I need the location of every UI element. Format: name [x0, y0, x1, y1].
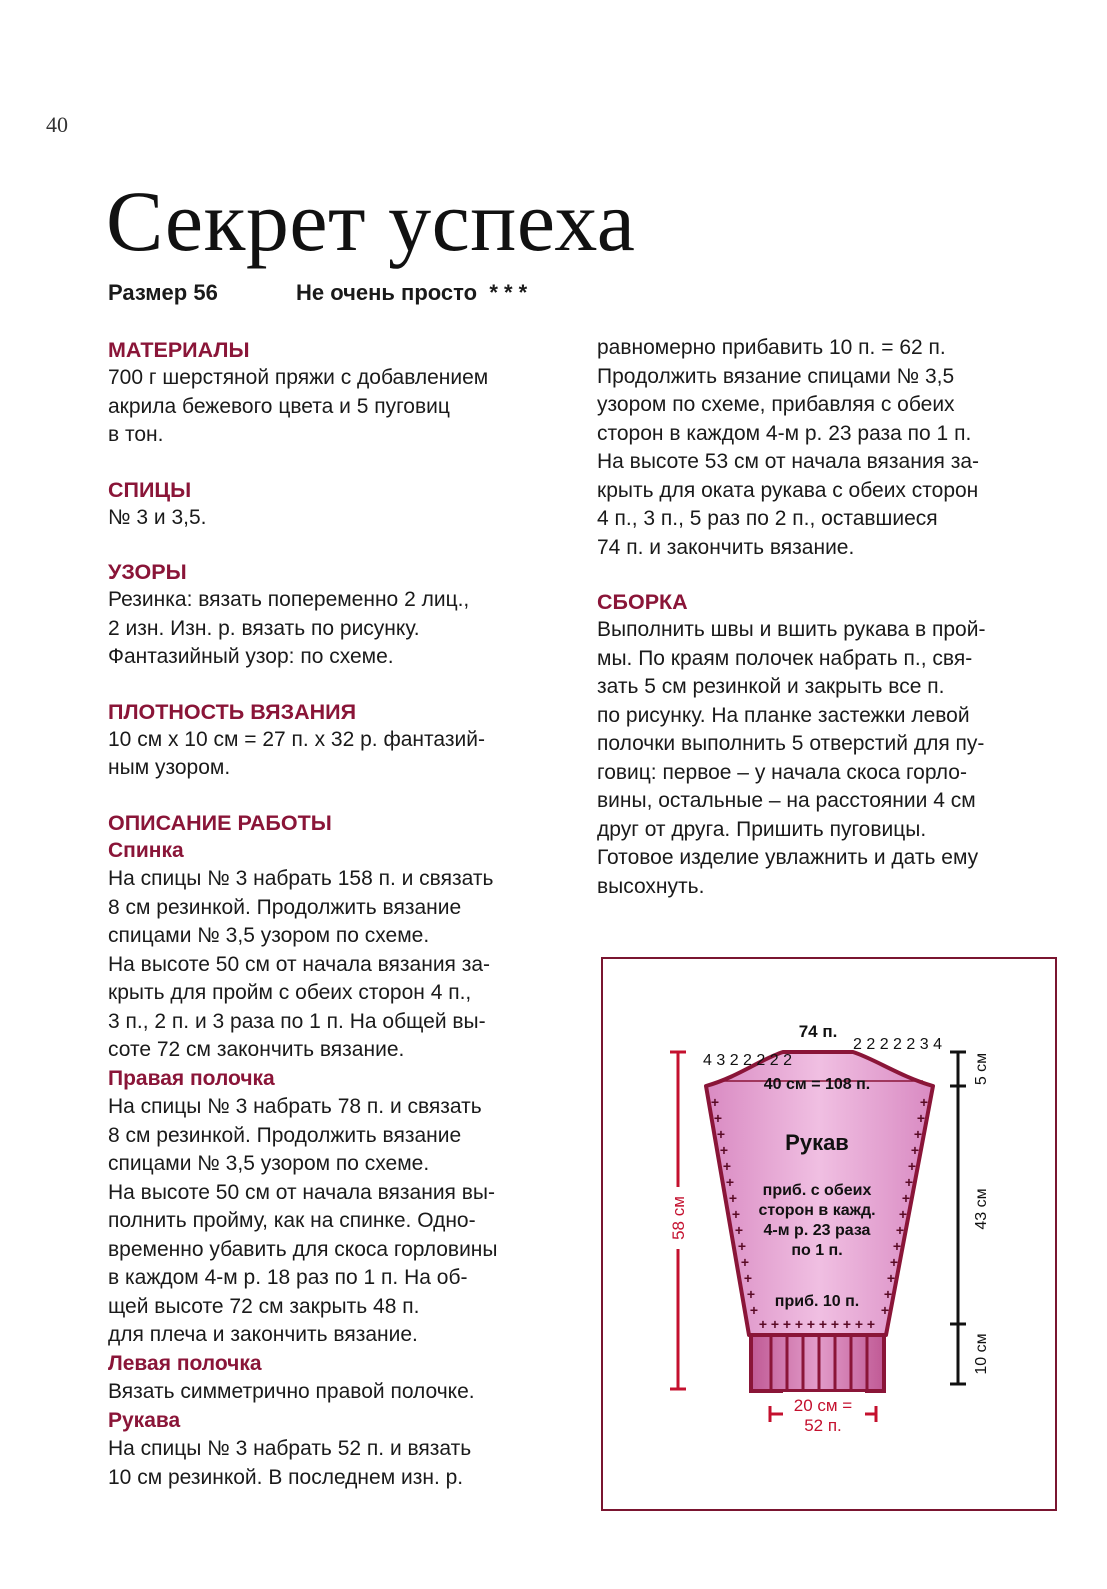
svg-text:+: + [710, 1094, 720, 1110]
text-line: по рисунку. На планке застежки левой [597, 703, 970, 727]
svg-text:+: + [734, 1222, 744, 1238]
text-line: крыть для пройм с обеих сторон 4 п., [108, 981, 472, 1004]
svg-text:+: + [904, 1174, 914, 1190]
text-line: крыть для оката рукава с обеих сторон [597, 478, 979, 502]
text-line: На спицы № 3 набрать 78 п. и связать [108, 1095, 482, 1118]
cap-top-stitches: 74 п. [798, 1022, 838, 1041]
sleeve-diagram [603, 959, 1055, 1509]
text-line: Продолжить вязание спицами № 3,5 [597, 364, 955, 388]
text-line: полочки выполнить 5 отверстий для пу- [597, 732, 985, 755]
text-line: в каждом 4-м р. 18 раз по 1 п. На об- [108, 1266, 468, 1289]
svg-text:+: + [913, 1126, 923, 1142]
text-line: 74 п. и закончить вязание. [597, 535, 855, 559]
svg-text:+: + [743, 1270, 753, 1286]
text-line: № 3 и 3,5. [108, 505, 207, 529]
text-line: говиц: первое – у начала скоса горло- [597, 760, 967, 784]
svg-text:+: + [794, 1316, 804, 1332]
svg-text:+: + [713, 1110, 723, 1126]
svg-text:+: + [818, 1316, 828, 1332]
sleeve-diagram-frame [601, 957, 1057, 1511]
text-line: временно убавить для скоса горловины [108, 1237, 498, 1261]
text-line: Выполнить швы и вшить рукава в прой- [597, 618, 986, 641]
cap-height-label: 5 см [973, 1052, 990, 1086]
assembly-heading: СБОРКА [597, 590, 688, 614]
text-line: для плеча и закончить вязание. [108, 1323, 418, 1346]
svg-text:+: + [907, 1158, 917, 1174]
text-line: 3 п., 2 п. и 3 раза по 1 п. На общей вы- [108, 1009, 486, 1033]
text-line: акрила бежевого цвета и 5 пуговиц [108, 394, 450, 418]
text-line: На спицы № 3 набрать 52 п. и вязать [108, 1437, 472, 1460]
right-height-dimensions [950, 1052, 966, 1384]
needles-heading: СПИЦЫ [108, 477, 192, 502]
svg-text:+: + [842, 1316, 852, 1332]
text-line: 700 г шерстяной пряжи с добавлением [108, 366, 489, 389]
patterns-heading: УЗОРЫ [108, 560, 187, 584]
text-line: полнить пройму, как на спинке. Одно- [108, 1209, 476, 1232]
svg-text:+: + [892, 1238, 902, 1254]
text-line: 8 см резинкой. Продолжить вязание [108, 895, 462, 919]
text-line: равномерно прибавить 10 п. = 62 п. [597, 336, 946, 359]
svg-text:+: + [740, 1254, 750, 1270]
left-column [108, 336, 568, 1492]
increase-text-line: 4-м р. 23 раза [763, 1222, 871, 1239]
left-front-subheading: Левая полочка [108, 1351, 262, 1375]
svg-text:+: + [919, 1094, 929, 1110]
piece-name: Рукав [785, 1130, 849, 1155]
svg-text:+: + [782, 1316, 792, 1332]
svg-text:+: + [880, 1302, 890, 1318]
text-line: в тон. [108, 423, 164, 446]
svg-text:+: + [910, 1142, 920, 1158]
gauge-heading: ПЛОТНОСТЬ ВЯЗАНИЯ [108, 699, 357, 724]
text-line: На высоте 50 см от начала вязания за- [108, 952, 491, 976]
text-line: Фантазийный узор: по схеме. [108, 645, 394, 668]
svg-text:+: + [889, 1254, 899, 1270]
svg-text:+: + [916, 1110, 926, 1126]
cuff-width-label-1: 20 см = [793, 1396, 853, 1415]
svg-text:+: + [749, 1302, 759, 1318]
text-line: 8 см резинкой. Продолжить вязание [108, 1123, 462, 1147]
svg-text:+: + [719, 1142, 729, 1158]
materials-heading: МАТЕРИАЛЫ [108, 338, 250, 362]
svg-text:+: + [883, 1286, 893, 1302]
text-line: сторон в каждом 4-м р. 23 раза по 1 п. [597, 421, 972, 445]
svg-text:+: + [898, 1206, 908, 1222]
svg-text:+: + [716, 1126, 726, 1142]
svg-text:+: + [725, 1174, 735, 1190]
svg-text:+: + [770, 1316, 780, 1332]
svg-text:+: + [746, 1286, 756, 1302]
svg-text:+: + [830, 1316, 840, 1332]
text-line: высохнуть. [597, 874, 705, 898]
back-subheading: Спинка [108, 838, 184, 862]
text-line: щей высоте 72 см закрыть 48 п. [108, 1294, 420, 1318]
text-line: На высоте 53 см от начала вязания за- [597, 450, 980, 473]
bottom-increase-label: приб. 10 п. [774, 1293, 860, 1310]
svg-text:+: + [806, 1316, 816, 1332]
increase-text-line: сторон в кажд. [758, 1202, 876, 1219]
right-column [597, 334, 1067, 901]
svg-text:+: + [901, 1190, 911, 1206]
sleeves-subheading: Рукава [108, 1408, 181, 1432]
page-number: 40 [46, 112, 68, 137]
svg-text:+: + [731, 1206, 741, 1222]
cuff-width-label-2: 52 п. [804, 1416, 842, 1435]
text-line: узором по схеме, прибавляя с обеих [597, 393, 955, 416]
difficulty-label: Не очень просто [296, 280, 478, 305]
text-line: На высоте 50 см от начала вязания вы- [108, 1180, 495, 1204]
total-height-label: 58 см [669, 1196, 688, 1240]
text-line: 10 см резинкой. В последнем изн. р. [108, 1465, 464, 1489]
svg-text:+: + [854, 1316, 864, 1332]
svg-text:+: + [886, 1270, 896, 1286]
body-height-label: 43 см [973, 1188, 990, 1230]
text-line: ным узором. [108, 756, 231, 779]
text-line: 4 п., 3 п., 5 раз по 2 п., оставшиеся [597, 507, 938, 530]
text-line: соте 72 см закончить вязание. [108, 1038, 405, 1061]
increase-text-line: по 1 п. [791, 1242, 843, 1259]
page-title: Секрет успеха [106, 173, 636, 269]
text-line: спицами № 3,5 узором по схеме. [108, 1152, 430, 1175]
text-line: Готовое изделие увлажнить и дать ему [597, 846, 979, 869]
svg-text:+: + [758, 1316, 768, 1332]
difficulty [296, 280, 527, 306]
increase-text-line: приб. с обеих [762, 1182, 872, 1199]
text-line: Резинка: вязать попеременно 2 лиц., [108, 588, 470, 611]
text-line: 10 см х 10 см = 27 п. х 32 р. фантазий- [108, 727, 485, 751]
text-line: спицами № 3,5 узором по схеме. [108, 924, 430, 947]
cap-decreases-left: 4 3 2 2 2 2 2 [703, 1052, 792, 1069]
difficulty-stars: * * * [489, 280, 528, 305]
cuff-height-label: 10 см [973, 1333, 990, 1375]
size-label: Размер 56 [108, 280, 218, 305]
text-line: мы. По краям полочек набрать п., свя- [597, 646, 973, 670]
top-width-label: 40 см = 108 п. [763, 1076, 871, 1093]
text-line: зать 5 см резинкой и закрыть все п. [597, 675, 945, 698]
work-heading: ОПИСАНИЕ РАБОТЫ [108, 810, 332, 835]
svg-text:+: + [722, 1158, 732, 1174]
pattern-meta [108, 280, 528, 306]
text-line: 2 изн. Изн. р. вязать по рисунку. [108, 616, 420, 640]
text-line: друг от друга. Пришить пуговицы. [597, 817, 927, 841]
svg-text:+: + [895, 1222, 905, 1238]
text-line: Вязать симметрично правой полочке. [108, 1380, 475, 1403]
text-line: вины, остальные – на расстоянии 4 см [597, 789, 976, 812]
svg-text:+: + [737, 1238, 747, 1254]
right-front-subheading: Правая полочка [108, 1066, 275, 1090]
svg-text:+: + [866, 1316, 876, 1332]
text-line: На спицы № 3 набрать 158 п. и связать [108, 867, 494, 890]
svg-text:+: + [728, 1190, 738, 1206]
cap-decreases-right: 2 2 2 2 2 3 4 [853, 1036, 942, 1053]
